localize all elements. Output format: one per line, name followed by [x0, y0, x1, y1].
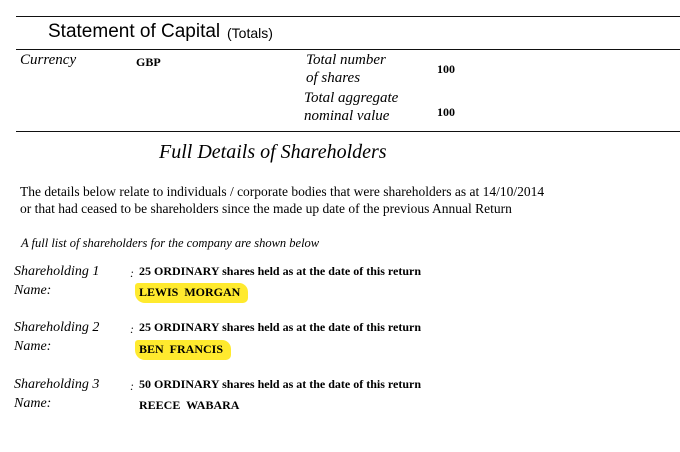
statement-bottom-rule	[16, 131, 680, 132]
aggregate-label-line1: Total aggregate	[304, 90, 399, 106]
shareholding-colon: :	[130, 266, 134, 280]
statement-title-rule	[16, 49, 680, 50]
aggregate-label-line2: nominal value	[304, 108, 390, 124]
name-highlight: BEN FRANCIS	[135, 340, 231, 360]
total-shares-label-line1: Total number	[306, 52, 386, 68]
shareholding-label: Shareholding 2	[14, 320, 100, 335]
shareholding-label: Shareholding 3	[14, 377, 100, 392]
total-shares-label-line2: of shares	[306, 70, 361, 86]
shareholder-name	[139, 283, 248, 303]
shareholders-heading: Full Details of Shareholders	[159, 141, 387, 163]
shareholding-detail: 25 ORDINARY shares held as at the date of this return	[139, 264, 422, 278]
name-highlight: LEWIS MORGAN	[135, 283, 248, 303]
shareholder-name	[139, 340, 231, 360]
top-rule	[16, 16, 680, 17]
shareholder-name: REECE WABARA	[139, 398, 240, 412]
currency-label: Currency	[20, 52, 77, 68]
shareholding-colon: :	[130, 322, 134, 336]
total-shares-value: 100	[437, 62, 455, 76]
shareholding-colon: :	[130, 379, 134, 393]
shareholding-detail: 25 ORDINARY shares held as at the date of this return	[139, 320, 422, 334]
intro-line-2: or that had ceased to be shareholders since the made up date of the previous Annual Return	[20, 201, 512, 216]
intro-line-1: The details below relate to individuals / corporate bodies that were shareholders as at 14/10/2014	[20, 184, 545, 199]
name-label: Name:	[14, 396, 52, 411]
currency-value: GBP	[136, 55, 161, 69]
aggregate-value: 100	[437, 105, 455, 119]
statement-title: Statement of Capital	[48, 21, 221, 42]
name-label: Name:	[14, 283, 52, 298]
list-note: A full list of shareholders for the company are shown below	[21, 236, 320, 250]
statement-subtitle: (Totals)	[227, 25, 273, 41]
shareholding-detail: 50 ORDINARY shares held as at the date of this return	[139, 377, 422, 391]
name-label: Name:	[14, 339, 52, 354]
shareholding-label: Shareholding 1	[14, 264, 100, 279]
